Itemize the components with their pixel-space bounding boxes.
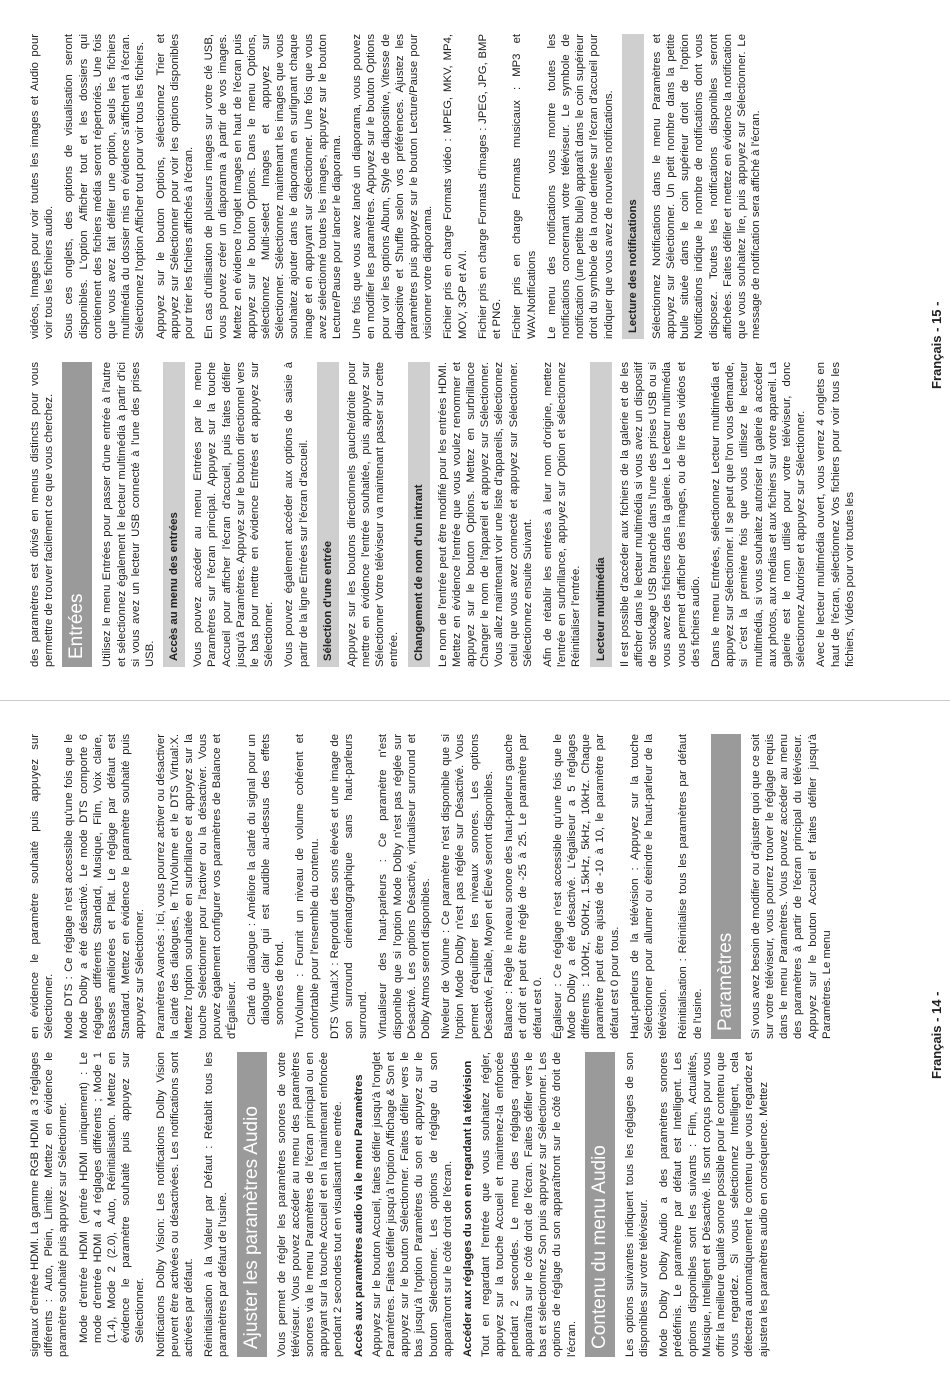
paragraph: Le nom de l'entrée peut être modifié pour les entrées HDMI. Mettez en évidence l'entrée que vous voulez renommer et appuyez sur le bouton Options. Mettez en surbrillance Changer le nom de l'appareil et appuyez sur Sélectionner. Vous allez maintenant voir une liste d'appareils, sélectionnez celui que vous avez connecté et appuyez sur Sélectionner. Sélectionnez ensuite Suivant.	[436, 362, 534, 667]
page-footer: Français - 15 -	[929, 301, 944, 389]
paragraph: Mode d'entrée HDMI (entrée HDMI uniquement) : Le mode d'entrée HDMI a 4 réglages différents ; Mode 1 (1.4), Mode 2 (2.0), Auto, Réinitialisation. Mettez en évidence le paramètre souhaité puis appuyez sur Sélectionner.	[77, 1052, 147, 1343]
page-footer: Français - 14 -	[929, 991, 944, 1079]
paragraph: Niveleur de Volume : Ce paramètre n'est disponible que si l'option Mode Dolby n'est pas réglée sur Désactivé. Vous permet d'équilibrer les niveaux sonores. Les options Désactivé, Faible, Moyen et Élevé seront disponibles.	[440, 734, 495, 1039]
paragraph: Il est possible d'accéder aux fichiers de la galerie et de les afficher dans le lecteur multimédia si vous avez un dispositif de stockage USB branché dans l'une des prises USB ou si vous avez des fichiers dans la galerie. Le lecteur multimédia vous permet d'afficher des images, ou de lire des vidéos et des fichiers audio.	[618, 362, 702, 667]
paragraph: Une fois que vous avez lancé un diaporama, vous pouvez en modifier les paramètres. Appuyez sur le bouton Options pour voir les options Album, Style de diapositive, Vitesse de diapositive et Shuffle selon vos préférences. Ajustez les paramètres puis appuyez sur le bouton Lecture/Pause pour visionner votre diaporama.	[351, 34, 435, 339]
paragraph: Le menu des notifications vous montre toutes les notifications concernant votre téléviseur. Le symbole de notification (une petite bulle) apparaît dans le coin supérieur droit du symbole de la roue dentée sur l'écran d'accueil pour indiquer que vous avez de nouvelles notifications.	[545, 34, 615, 339]
paragraph: Mode DTS : Ce réglage n'est accessible qu'une fois que le Mode Dolby a été désactivé. Le mode DTS comporte 6 réglages différents Standard, Musique, Film, Voix claire, Basses améliorées et Plat. Le réglage par défaut est Standard. Mettez en évidence le paramètre souhaité puis appuyez sur Sélectionner.	[63, 734, 147, 1039]
paragraph: Réinitialisation à la Valeur par Défaut : Rétablit tous les paramètres par défaut de l'usine.	[203, 1052, 230, 1357]
paragraph: Appuyez sur le bouton Accueil, faites défiler jusqu'à l'onglet Paramètres. Faites défiler jusqu'à l'option Affichage & Son et appuyez sur le bouton Sélectionner. Faites défiler vers le bas jusqu'à l'option Paramètres du son et appuyez sur le bouton Sélectionner. Les options de réglage du son apparaîtront sur le côté droit de l'écran.	[370, 1052, 454, 1357]
paragraph: En cas d'utilisation de plusieurs images sur votre clé USB, vous pouvez créer un diaporama à partir de vos images. Mettez en évidence l'onglet Images en haut de l'écran puis appuyez sur le bouton Options. Dans le menu Options, sélectionnez Multi-select Images et appuyez sur Sélectionner. Sélectionnez maintenant les images que vous souhaitez ajouter dans le diaporama en surlignant chaque image et en appuyant sur Sélectionner. Une fois que vous avez sélectionné toutes les images, appuyez sur le bouton Lecture/Pause pour lancer le diaporama.	[203, 34, 344, 339]
paragraph: Fichier pris en charge Formats d'images : JPEG, JPG, BMP et PNG.	[476, 34, 504, 339]
section-heading: Paramètres	[711, 734, 741, 1039]
paragraph: DTS Virtual:X : Reproduit des sons élevés et une image de son surround cinématographique sans haut-parleurs surround.	[328, 734, 370, 1039]
subheading-bar: Accès au menu des entrées	[163, 362, 185, 667]
paragraph: Afin de rétablir les entrées à leur nom d'origine, mettez l'entrée en surbrillance, appuyez sur Option et sélectionnez Réinitialiser l'entrée.	[542, 362, 583, 667]
page15-column1	[28, 362, 863, 667]
paragraph: Dans le menu Entrées, sélectionnez Lecteur multimédia et appuyez sur Sélectionner. Il se peut que l'on vous demande, si c'est la première fois que vous utilisez le lecteur multimédia, si vous souhaitez autoriser la galerie à accéder aux photos, aux médias et aux fichiers sur votre appareil. La galerie est le nom utilisé pour votre téléviseur, donc sélectionnez Autoriser et appuyez sur Sélectionner.	[709, 362, 808, 667]
paragraph: Balance : Règle le niveau sonore des haut-parleurs gauche et droit et peut être réglé de -25 à 25. Le paramètre par défaut est 0.	[503, 734, 544, 1039]
paragraph: Vous permet de régler les paramètres sonores de votre téléviseur. Vous pouvez accéder au menu des paramètres sonores via le menu Paramètres de l'écran principal ou en appuyant sur la touche Accueil et en la maintenant enfoncée pendant 2 secondes tout en visualisant une entrée.	[275, 1052, 345, 1357]
paragraph: Vous pouvez également accéder aux options de saisie à partir de la ligne Entrées sur l'écran d'accueil.	[283, 362, 310, 667]
paragraph: Notifications Dolby Vision: Les notifications Dolby Vision peuvent être activées ou désactivées. Les notifications sont activées par défaut.	[154, 1052, 196, 1357]
paragraph: Appuyez sur le bouton Options, sélectionnez Trier et appuyez sur Sélectionner pour voir les options disponibles pour trier les fichiers affichés à l'écran.	[154, 34, 196, 339]
page14-column2	[28, 734, 840, 1039]
paragraph: Avec le lecteur multimédia ouvert, vous verrez 4 onglets en haut de l'écran, sélectionnez Vos fichiers pour voir tous les fichiers, Vidéos pour voir toutes les	[815, 362, 856, 667]
paragraph: Vous pouvez accéder au menu Entrées par le menu Paramètres sur l'écran principal. Appuyez sur la touche Accueil pour afficher l'écran d'accueil, puis faites défiler jusqu'à Paramètres. Appuyez sur le bouton directionnel vers le bas pour mettre en évidence Entrées et appuyez sur Sélectionner.	[192, 362, 276, 667]
page-divider	[0, 700, 950, 701]
paragraph: Sélectionnez Notifications dans le menu Paramètres et appuyez sur Sélectionner. Un petit nombre dans la petite bulle située dans le coin supérieur droit de l'option Notifications indique le nombre de notifications dont vous disposez. Toutes les notifications disponibles seront affichées. Faites défiler et mettez en évidence la notification que vous souhaitez lire, puis appuyez sur Sélectionner. Le message de notification sera affiché à l'écran.	[650, 34, 763, 339]
paragraph: Clarté du dialogue : Améliore la clarté du signal pour un dialogue clair qui est audible au-dessus des effets sonores de fond.	[245, 734, 287, 1025]
page14-column1	[28, 1052, 777, 1357]
subheading-bar: Lecteur multimédia	[590, 362, 612, 667]
paragraph: Réinitialisation : Réinitialise tous les paramètres par défaut de l'usine.	[677, 734, 704, 1039]
paragraph: Sous ces onglets, des options de visualisation seront disponibles. L'option Afficher tout et les dossiers qui contiennent des fichiers média seront répertoriés. Une fois que vous avez fait défiler une option, seuls les fichiers multimédia du dossier mis en évidence s'affichent à l'écran. Sélectionnez l'option Afficher tout pour voir tous les fichiers.	[63, 34, 147, 339]
page15-column2	[28, 34, 769, 339]
paragraph: en évidence le paramètre souhaité puis appuyez sur Sélectionner.	[29, 734, 56, 1039]
paragraph: Mode Dolby Dolby Audio a des paramètres sonores prédéfinis. Le paramètre par défaut est Intelligent. Les options disponibles sont les suivants : Film, Actualités, Musique, Intelligent et Désactivé. Ils sont conçus pour vous offrir la meilleure qualité sonore possible pour le contenu que vous regardez. Si vous sélectionnez Intelligent, cela détectera automatiquement le contenu que vous regardez et ajustera les paramètres audio en conséquence. Mettez	[658, 1052, 770, 1357]
paragraph: Si vous avez besoin de modifier ou d'ajuster quoi que ce soit sur votre téléviseur, vous pourrez trouver le réglage requis dans le menu Paramètres. Vous pouvez accéder au menu des paramètres à partir de l'écran principal du téléviseur. Appuyez sur le bouton Accueil et faites défiler jusqu'à Paramètres. Le menu	[749, 734, 833, 1039]
section-heading: Entrées	[62, 362, 92, 667]
paragraph: Égaliseur : Ce réglage n'est accessible qu'une fois que le Mode Dolby a été désactivé. L'égaliseur a 5 réglages différents : 100Hz, 500Hz, 1.5kHz, 5kHz, 10kHz. Chaque paramètre peut être ajusté de -10 à 10, le paramètre par défaut est 0 pour tous.	[551, 734, 621, 1039]
paragraph: vidéos, Images pour voir toutes les images et Audio pour voir tous les fichiers audio.	[29, 34, 56, 339]
section-heading: Contenu du menu Audio	[585, 1052, 615, 1357]
paragraph: des paramètres est divisé en menus distincts pour vous permettre de trouver facilement ce que vous cherchez.	[29, 362, 56, 667]
subheading-bar: Changement de nom d'un intrant	[408, 362, 430, 667]
subheading: Accès aux paramètres audio via le menu Paramètres	[352, 1074, 365, 1357]
section-heading: Ajuster les paramètres Audio	[237, 1052, 267, 1357]
paragraph: Utilisez le menu Entrées pour passer d'une entrée à l'autre et sélectionnez également le lecteur multimédia à partir d'ici si vous avez un lecteur USB connecté à l'une des prises USB.	[101, 362, 157, 667]
paragraph: Fichier pris en charge Formats vidéo : MPEG, MKV, MP4, MOV, 3GP et AVI.	[442, 34, 469, 339]
paragraph: signaux d'entrée HDMI. La gamme RGB HDMI a 3 réglages différents : Auto, Plein, Limite. Mettez en évidence le paramètre souhaité puis appuyez sur Sélectionner.	[29, 1052, 70, 1357]
paragraph: TruVolume : Fournit un niveau de volume cohérent et confortable pour l'ensemble du contenu.	[294, 734, 321, 1039]
paragraph: Tout en regardant l'entrée que vous souhaitez régler, appuyez sur la touche Accueil et maintenez-la enfoncée pendant 2 secondes. Le menu des réglages rapides apparaîtra sur le côté droit de l'écran. Faites défiler vers le bas et sélectionnez Son puis appuyez sur Sélectionner. Les options de réglage du son apparaîtront sur le côté droit de l'écran.	[480, 1052, 578, 1357]
subheading: Accéder aux réglages du son en regardant la télévision	[462, 1060, 475, 1357]
paragraph: Paramètres Avancés : Ici, vous pourrez activer ou désactiver la clarté des dialogues, le TruVolume et le DTS Virtual:X. Mettez l'option souhaitée en surbrillance et appuyez sur la touche Sélectionner pour l'activer ou la désactiver. Vous pouvez également configurer vos paramètres de Balance et d'Égaliseur.	[154, 734, 238, 1039]
paragraph: Haut-parleurs de la télévision : Appuyez sur la touche Sélectionner pour allumer ou éteindre le haut-parleur de la télévision.	[628, 734, 670, 1039]
paragraph: Les options suivantes indiquent tous les réglages de son disponibles sur votre téléviseur.	[623, 1052, 650, 1357]
paragraph: Fichier pris en charge Formats musicaux : MP3 et WAV.Notifications	[511, 34, 538, 339]
paragraph: Virtualiseur des haut-parleurs : Ce paramètre n'est disponible que si l'option Mode Dolby n'est pas réglée sur Désactivé. Les options Désactivé, virtualiseur surround et Dolby Atmos seront disponibles.	[377, 734, 433, 1039]
subheading-bar: Lecture des notifications	[622, 34, 644, 339]
subheading-bar: Sélection d'une entrée	[317, 362, 339, 667]
paragraph: Appuyez sur les boutons directionnels gauche/droite pour mettre en évidence l'entrée souhaitée, puis appuyez sur Sélectionner Votre téléviseur va maintenant passer sur cette entrée.	[345, 362, 401, 667]
